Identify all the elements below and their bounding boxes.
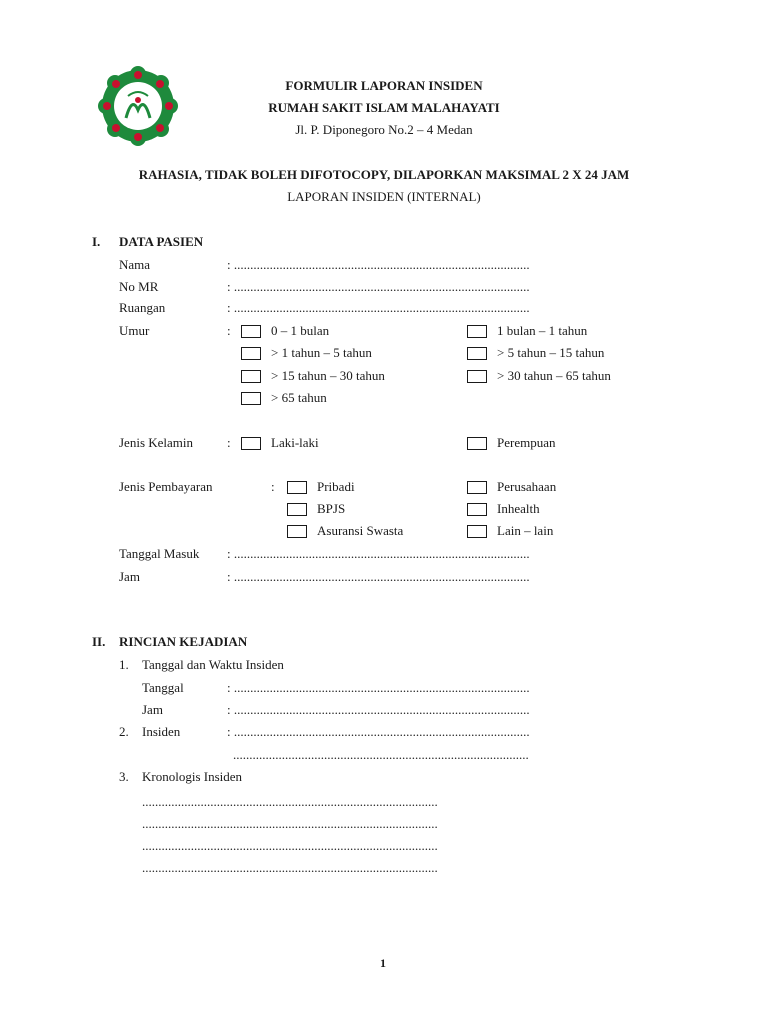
option-lain-lain: Lain – lain (497, 523, 554, 538)
option-perempuan: Perempuan (497, 435, 556, 450)
item3-label: Kronologis Insiden (142, 769, 243, 784)
option-umur-30-65-tahun: > 30 tahun – 65 tahun (497, 368, 611, 383)
field-nama[interactable]: : ........................................................................................... (227, 257, 530, 272)
colon-jenis-pembayaran: : (271, 479, 275, 494)
option-umur-5-15-tahun: > 5 tahun – 15 tahun (497, 345, 605, 360)
label-tanggal-insiden: Tanggal (142, 680, 184, 695)
option-pribadi: Pribadi (317, 479, 355, 494)
section2-title: RINCIAN KEJADIAN (119, 634, 248, 649)
hospital-address: Jl. P. Diponegoro No.2 – 4 Medan (295, 122, 473, 137)
checkbox-umur-30-65-tahun[interactable] (467, 370, 487, 383)
field-jam-masuk[interactable]: : ........................................................................................... (227, 569, 530, 584)
field-jam-insiden[interactable]: : ........................................................................................... (227, 702, 530, 717)
checkbox-umur-15-30-tahun[interactable] (241, 370, 261, 383)
item1-number: 1. (119, 657, 129, 672)
item2-label: Insiden (142, 724, 181, 739)
page-number: 1 (380, 956, 386, 970)
section2-number: II. (92, 634, 106, 649)
checkbox-asuransi-swasta[interactable] (287, 525, 307, 538)
checkbox-umur-1-5-tahun[interactable] (241, 347, 261, 360)
checkbox-umur-65-tahun[interactable] (241, 392, 261, 405)
option-perusahaan: Perusahaan (497, 479, 557, 494)
checkbox-umur-0-1-bulan[interactable] (241, 325, 261, 338)
field-no-mr[interactable]: : ........................................................................................... (227, 279, 530, 294)
colon-umur: : (227, 323, 231, 338)
field-ruangan[interactable]: : ........................................................................................... (227, 300, 530, 315)
form-title: FORMULIR LAPORAN INSIDEN (285, 78, 483, 93)
field-kronologis-line4[interactable]: ........................................................................................... (142, 860, 438, 875)
option-inhealth: Inhealth (497, 501, 540, 516)
field-kronologis-line2[interactable]: ........................................................................................... (142, 816, 438, 831)
checkbox-umur-5-15-tahun[interactable] (467, 347, 487, 360)
checkbox-perusahaan[interactable] (467, 481, 487, 494)
field-insiden-line2[interactable]: ........................................................................................... (233, 747, 529, 762)
checkbox-perempuan[interactable] (467, 437, 487, 450)
option-umur-65-tahun: > 65 tahun (271, 390, 327, 405)
label-umur: Umur (119, 323, 150, 338)
label-tanggal-masuk: Tanggal Masuk (119, 546, 200, 561)
option-umur-0-1-bulan: 0 – 1 bulan (271, 323, 330, 338)
label-jenis-pembayaran: Jenis Pembayaran (119, 479, 213, 494)
section1-title: DATA PASIEN (119, 234, 204, 249)
field-kronologis-line3[interactable]: ........................................................................................... (142, 838, 438, 853)
label-jam-masuk: Jam (119, 569, 140, 584)
checkbox-pribadi[interactable] (287, 481, 307, 494)
field-tanggal-insiden[interactable]: : ........................................................................................... (227, 680, 530, 695)
checkbox-umur-1-bulan-1-tahun[interactable] (467, 325, 487, 338)
label-jenis-kelamin: Jenis Kelamin (119, 435, 194, 450)
label-nama: Nama (119, 257, 151, 272)
label-ruangan: Ruangan (119, 300, 166, 315)
field-kronologis-line1[interactable]: ........................................................................................... (142, 794, 438, 809)
checkbox-laki-laki[interactable] (241, 437, 261, 450)
field-insiden-line1[interactable]: : ........................................................................................... (227, 724, 530, 739)
label-jam-insiden: Jam (142, 702, 163, 717)
option-asuransi-swasta: Asuransi Swasta (317, 523, 404, 538)
label-no-mr: No MR (119, 279, 159, 294)
checkbox-inhealth[interactable] (467, 503, 487, 516)
item2-number: 2. (119, 724, 129, 739)
item1-label: Tanggal dan Waktu Insiden (142, 657, 284, 672)
option-laki-laki: Laki-laki (271, 435, 319, 450)
option-umur-1-bulan-1-tahun: 1 bulan – 1 tahun (497, 323, 588, 338)
section1-number: I. (92, 234, 101, 249)
option-umur-15-30-tahun: > 15 tahun – 30 tahun (271, 368, 385, 383)
option-bpjs: BPJS (317, 501, 346, 516)
colon-jenis-kelamin: : (227, 435, 231, 450)
field-tanggal-masuk[interactable]: : ........................................................................................... (227, 546, 530, 561)
option-umur-1-5-tahun: > 1 tahun – 5 tahun (271, 345, 372, 360)
report-subtitle: LAPORAN INSIDEN (INTERNAL) (287, 189, 481, 204)
item3-number: 3. (119, 769, 129, 784)
hospital-name: RUMAH SAKIT ISLAM MALAHAYATI (268, 100, 500, 115)
checkbox-bpjs[interactable] (287, 503, 307, 516)
confidential-notice: RAHASIA, TIDAK BOLEH DIFOTOCOPY, DILAPORKAN MAKSIMAL 2 X 24 JAM (138, 167, 630, 182)
checkbox-lain-lain[interactable] (467, 525, 487, 538)
